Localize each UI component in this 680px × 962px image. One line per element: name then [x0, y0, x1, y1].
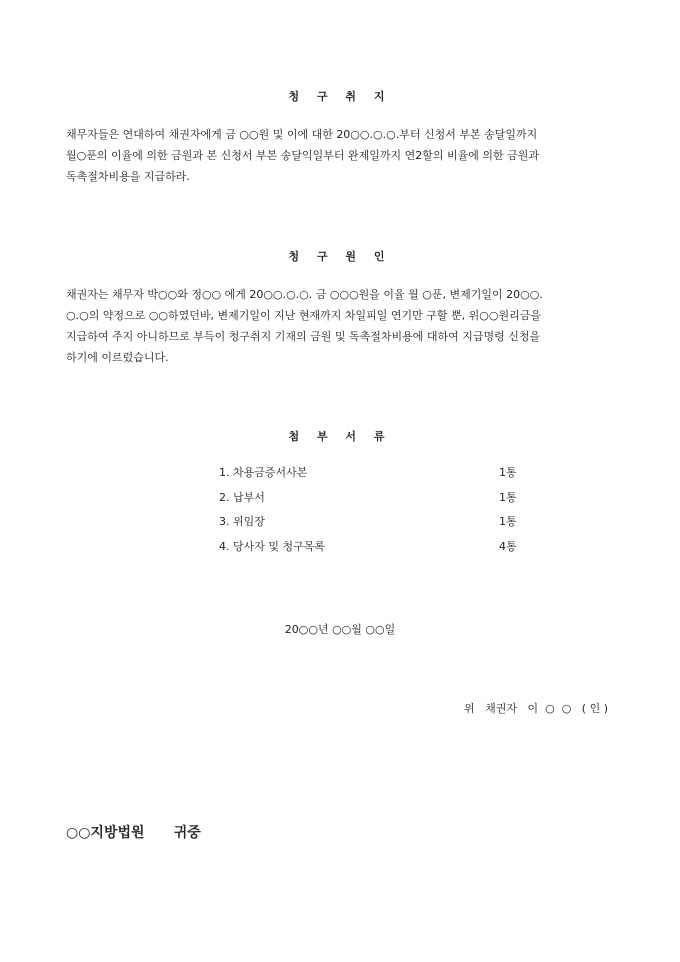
paragraph-line: ○.○의 약정으로 ○○하였던바, 변제기일이 지난 현재까지 차일피일 연기만 구할 뿐, 위○○원리금을	[66, 309, 541, 322]
claim-cause-paragraph	[66, 284, 614, 368]
claim-purpose-paragraph	[66, 124, 614, 187]
creditor-signature-line: 위 채권자 이 ○ ○ ( 인 )	[464, 702, 608, 715]
court-addressee: ○○지방법원 귀중	[66, 825, 201, 841]
attachment-name: 2. 납부서	[219, 490, 265, 504]
paragraph-line: 하기에 이르렀습니다.	[66, 351, 169, 364]
attachment-item	[219, 514, 529, 539]
document-date: 20○○년 ○○월 ○○일	[284, 623, 396, 636]
attachment-count: 1통	[499, 490, 517, 504]
attachment-list	[219, 465, 529, 563]
paragraph-line: 채권자는 채무자 박○○와 정○○ 에게 20○○.○.○. 금 ○○○원을 이율 월 ○푼, 변제기일이 20○○.	[66, 288, 543, 301]
section-title-attachments: 첨 부 서 류	[288, 430, 392, 443]
attachment-name: 3. 위임장	[219, 515, 265, 528]
attachment-item	[219, 465, 529, 490]
attachment-item	[219, 490, 529, 515]
section-title-claim-purpose: 청 구 취 지	[288, 90, 392, 103]
paragraph-line: 월○푼의 이율에 의한 금원과 본 신청서 부본 송달익일부터 완제일까지 연2할의 비율에 의한 금원과	[66, 149, 539, 162]
attachment-item	[219, 539, 529, 564]
paragraph-line: 지급하여 주지 아니하므로 부득이 청구취지 기재의 금원 및 독촉절차비용에 대하여 지급명령 신청을	[66, 330, 541, 343]
attachment-count: 1통	[499, 515, 517, 528]
attachment-count: 1통	[499, 466, 517, 479]
attachment-name: 1. 차용금증서사본	[219, 466, 308, 479]
section-title-claim-cause: 청 구 원 인	[288, 250, 392, 263]
attachment-count: 4통	[499, 539, 517, 553]
attachment-name: 4. 당사자 및 청구목록	[219, 539, 325, 553]
paragraph-line: 채무자들은 연대하여 채권자에게 금 ○○원 및 이에 대한 20○○.○.○.부터 신청서 부본 송달일까지	[66, 128, 538, 141]
paragraph-line: 독촉절차비용을 지급하라.	[66, 170, 190, 183]
